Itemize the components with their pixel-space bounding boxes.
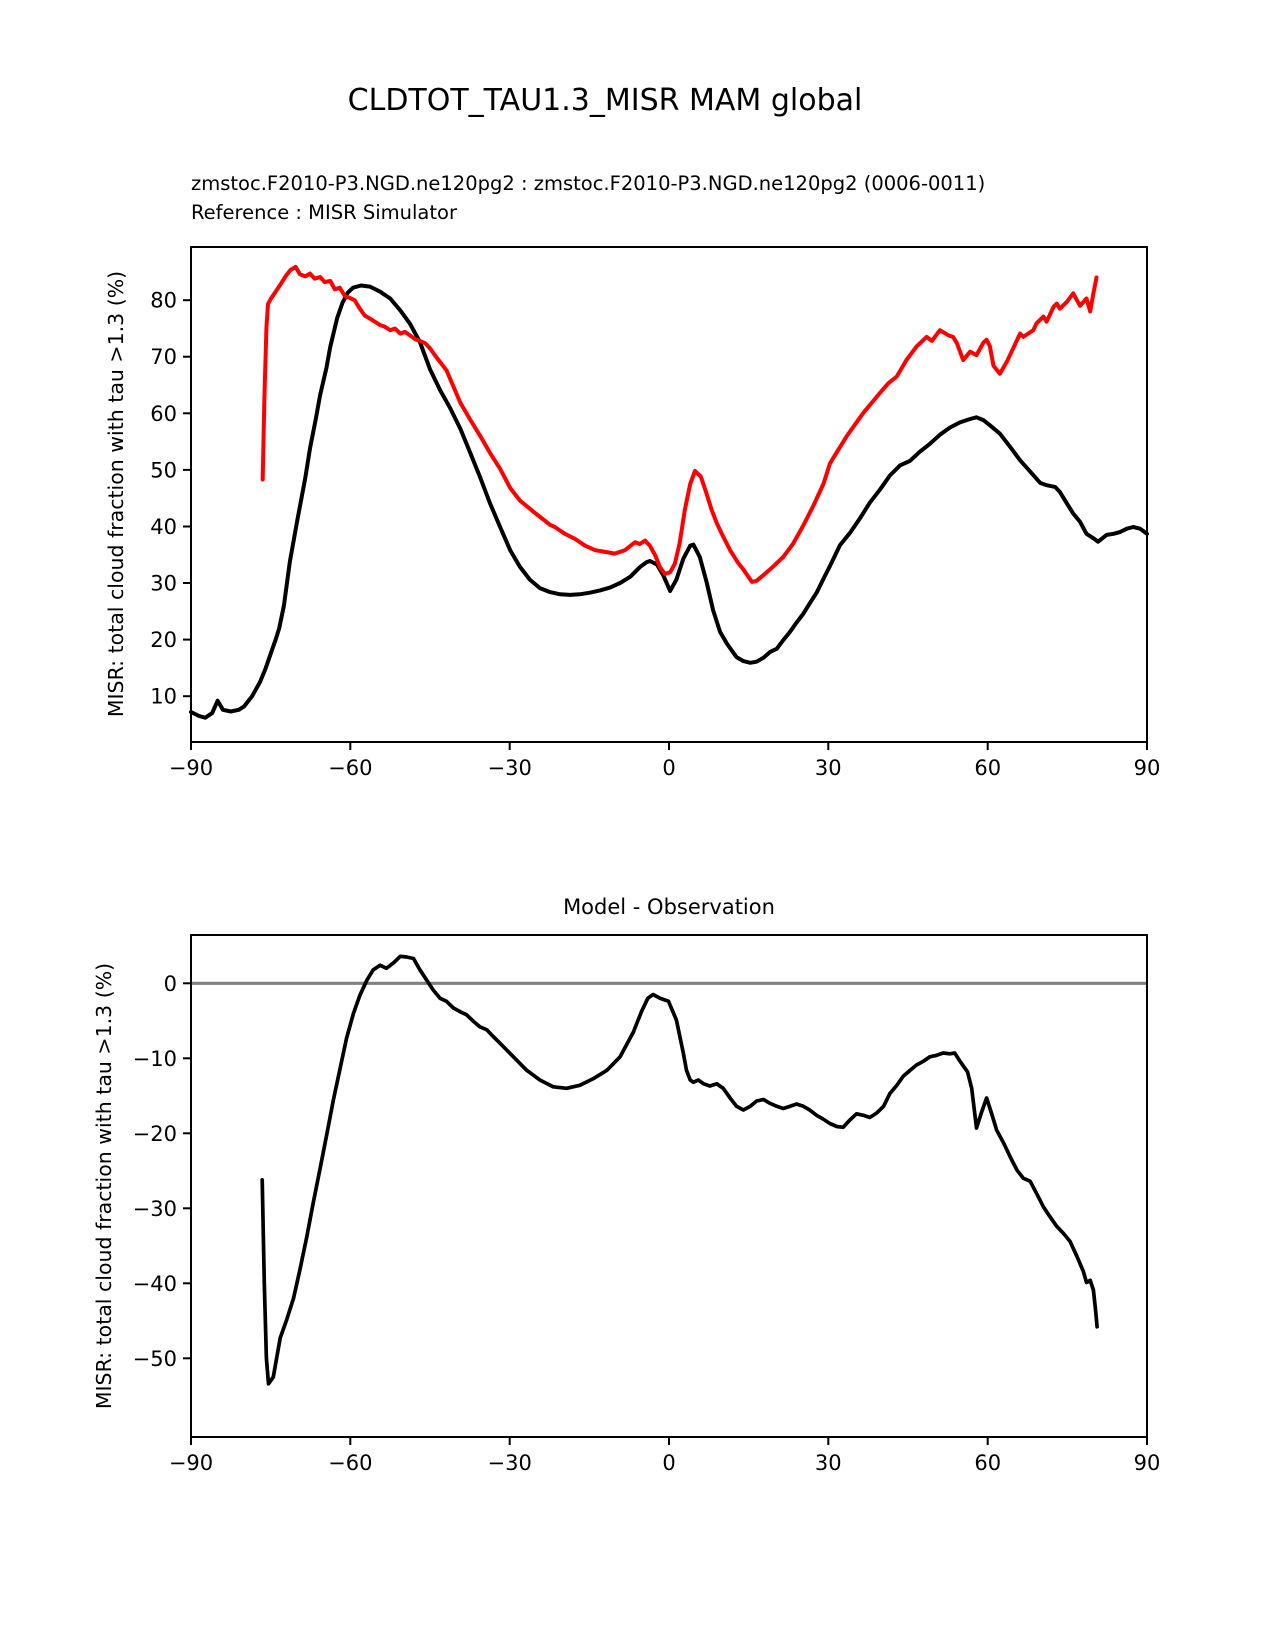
diff-panel-title: Model - Observation: [563, 895, 775, 919]
x-tick-label: −90: [168, 1451, 214, 1475]
x-tick-label: 0: [662, 1451, 676, 1475]
x-tick-label: −60: [328, 1451, 373, 1475]
axes-frame: [191, 935, 1147, 1437]
x-tick-label: −30: [487, 1451, 532, 1475]
y-tick-label: −50: [132, 1346, 177, 1371]
panel-0: [150, 247, 1160, 780]
y-tick-label: −40: [132, 1271, 177, 1296]
y-tick-label: 80: [150, 288, 177, 313]
x-tick-label: 60: [974, 756, 1002, 780]
x-tick-label: 30: [814, 1451, 842, 1475]
model-curve: [191, 286, 1147, 718]
x-tick-label: 60: [974, 1451, 1002, 1475]
model-run-label: zmstoc.F2010-P3.NGD.ne120pg2 : zmstoc.F2010-P3.NGD.ne120pg2 (0006-0011): [191, 172, 986, 195]
y-tick-label: 20: [150, 628, 177, 653]
y-axis-label-bottom: MISR: total cloud fraction with tau >1.3 (%): [92, 962, 116, 1410]
panel-1: [133, 935, 1161, 1475]
y-tick-label: −20: [132, 1121, 177, 1146]
y-tick-label: 10: [150, 684, 177, 709]
reference-label: Reference : MISR Simulator: [191, 201, 457, 224]
y-tick-label: 30: [150, 571, 177, 596]
x-tick-label: −60: [328, 756, 373, 780]
x-tick-label: −90: [168, 756, 214, 780]
x-tick-label: 90: [1133, 1451, 1161, 1475]
x-tick-label: −30: [487, 756, 532, 780]
x-tick-label: 0: [662, 756, 676, 780]
y-tick-label: 50: [150, 458, 177, 483]
y-tick-label: 60: [150, 401, 177, 426]
y-tick-label: −30: [132, 1196, 177, 1221]
page-title: CLDTOT_TAU1.3_MISR MAM global: [347, 83, 863, 118]
y-axis-label-top: MISR: total cloud fraction with tau >1.3 (%): [104, 270, 128, 718]
reference-curve: [263, 267, 1097, 582]
y-tick-label: −10: [132, 1046, 177, 1071]
y-tick-label: 40: [150, 515, 177, 539]
y-tick-label: 70: [150, 345, 177, 370]
y-tick-label: 0: [163, 971, 177, 996]
diff-curve: [262, 956, 1097, 1384]
x-tick-label: 30: [814, 756, 842, 780]
x-tick-label: 90: [1133, 756, 1161, 780]
panels: [133, 247, 1161, 1475]
